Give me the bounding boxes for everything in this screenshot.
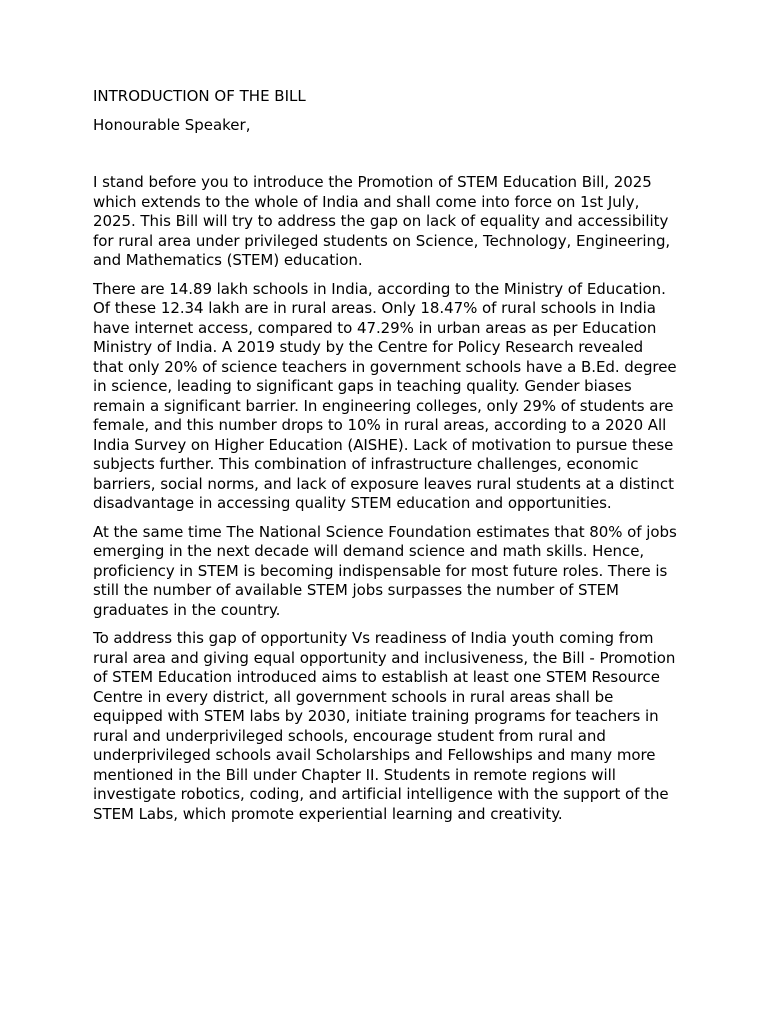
paragraph-introduction: I stand before you to introduce the Promotion of STEM Education Bill, 2025 which extends to the whole of India and shall come into force on 1st July, 2025. This Bill will try to address the gap on lack of equality and accessibility for rural area under privileged students on Science, Technology, Engineering, and Mathematics (STEM) education. xyxy=(93,173,671,269)
paragraph-jobs: At the same time The National Science Foundation estimates that 80% of jobs emerging in the next decade will demand science and math skills. Hence, proficiency in STEM is becoming indispensable for most future roles. There is still the number of available STEM jobs surpasses the number of STEM graduates in the country. xyxy=(93,522,677,619)
salutation: Honourable Speaker, xyxy=(93,116,251,134)
paragraph-bill-aims: To address this gap of opportunity Vs readiness of India youth coming from rural area and giving equal opportunity and inclusiveness, the Bill - Promotion of STEM Education introduced aims to establish at least one STEM Resource Centre in every district, all government schools in rural areas shall be equipped with STEM labs by 2030, initiate training programs for teachers in rural and underprivileged schools, encourage student from rural and underprivileged schools avail Scholarships and Fellowships and many more mentioned in the Bill under Chapter II. Students in remote regions will investigate robotics, coding, and artificial intelligence with the support of the STEM Labs, which promote experiential learning and creativity. xyxy=(93,629,676,823)
paragraph-statistics: There are 14.89 lakh schools in India, according to the Ministry of Education. Of these 12.34 lakh are in rural areas. Only 18.47% of rural schools in India have internet access, compared to 47.29% in urban areas as per Education Ministry of India. A 2019 study by the Centre for Policy Research revealed that only 20% of science teachers in government schools have a B.Ed. degree in science, leading to significant gaps in teaching quality. Gender biases remain a significant barrier. In engineering colleges, only 29% of students are female, and this number drops to 10% in rural areas, according to a 2020 All India Survey on Higher Education (AISHE). Lack of motivation to pursue these subjects further. This combination of infrastructure challenges, economic barriers, social norms, and lack of exposure leaves rural students at a distinct disadvantage in accessing quality STEM education and opportunities. xyxy=(93,279,677,512)
document-page xyxy=(93,86,678,824)
document-heading: INTRODUCTION OF THE BILL xyxy=(93,87,306,105)
